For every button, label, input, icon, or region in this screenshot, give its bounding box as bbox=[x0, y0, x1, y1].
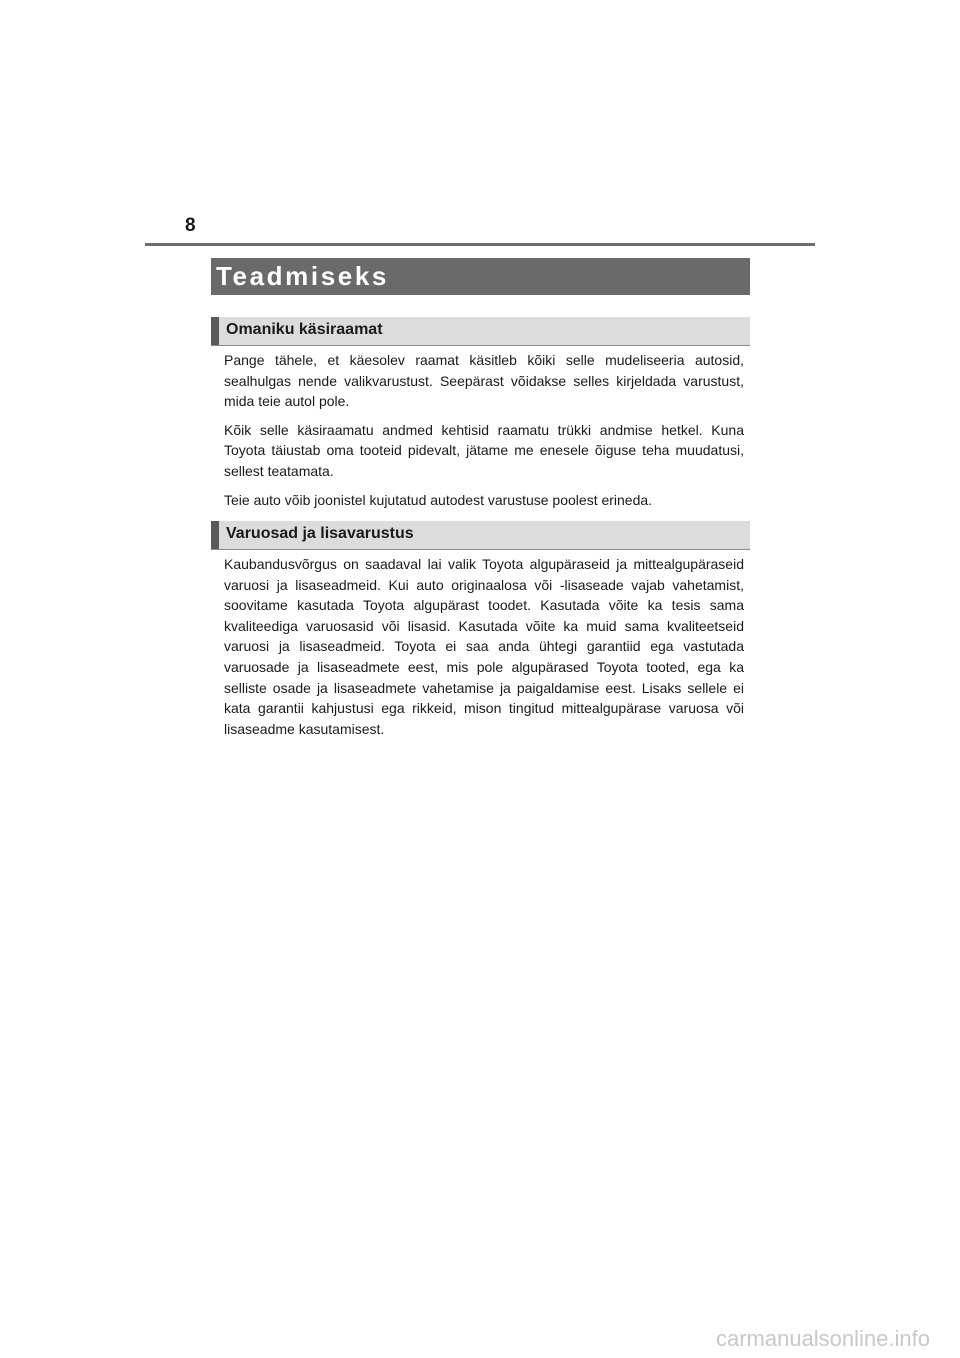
section-accent bbox=[211, 317, 219, 345]
title-bar bbox=[211, 258, 750, 295]
section-body-owners-manual bbox=[224, 350, 744, 518]
section-body-spare-parts bbox=[224, 554, 744, 747]
paragraph: Kõik selle käsiraamatu andmed kehtisid raamatu trükki andmise hetkel. Kuna Toyota täiustab oma tooteid pidevalt, jätame me enesele õiguse teha muudatusi, sellest teatamata. bbox=[224, 421, 744, 479]
page-title: Teadmiseks bbox=[216, 261, 389, 291]
paragraph: Pange tähele, et käesolev raamat käsitleb kõiki selle mudeliseeria autosid, sealhulgas nende valikvarustust. Seepärast võidakse selles kirjeldada varustust, mida teie autol pole. bbox=[224, 352, 744, 410]
section-heading-spare-parts bbox=[211, 521, 750, 550]
section-heading-owners-manual bbox=[211, 317, 750, 346]
paragraph: Kaubandusvõrgus on saadaval lai valik Toyota algupäraseid ja mittealgupäraseid varuosi ja lisaseadmeid. Kui auto originaalosa või -lisaseade vajab vahetamist, soovitame kasutada Toyota algupärast toodet. Kasutada võite ka tesis sama kvaliteediga varuosasid või lisasid. Kasutada võite ka muid sama kvaliteetseid varuosi ja lisaseadmeid. Toyota ei saa anda ühtegi garantiid ega vastutada varuosade ja lisaseadmete eest, mis pole algupärased Toyota tooted, ega ka selliste osade ja lisaseadmete vahetamise ja paigaldamise eest. Lisaks sellele ei kata garantii kahjustusi ega rikkeid, mison tingitud mittealgupärase varuosa või lisaseadme kasutamisest. bbox=[224, 556, 744, 737]
top-rule bbox=[145, 243, 815, 246]
paragraph: Teie auto võib joonistel kujutatud autodest varustuse poolest erineda. bbox=[224, 491, 653, 508]
page-number: 8 bbox=[185, 215, 196, 236]
section-heading-text: Varuosad ja lisavarustus bbox=[226, 525, 414, 542]
section-accent bbox=[211, 521, 219, 549]
watermark: carmanualsonline.info bbox=[715, 1326, 930, 1351]
section-heading-text: Omaniku käsiraamat bbox=[226, 321, 383, 338]
